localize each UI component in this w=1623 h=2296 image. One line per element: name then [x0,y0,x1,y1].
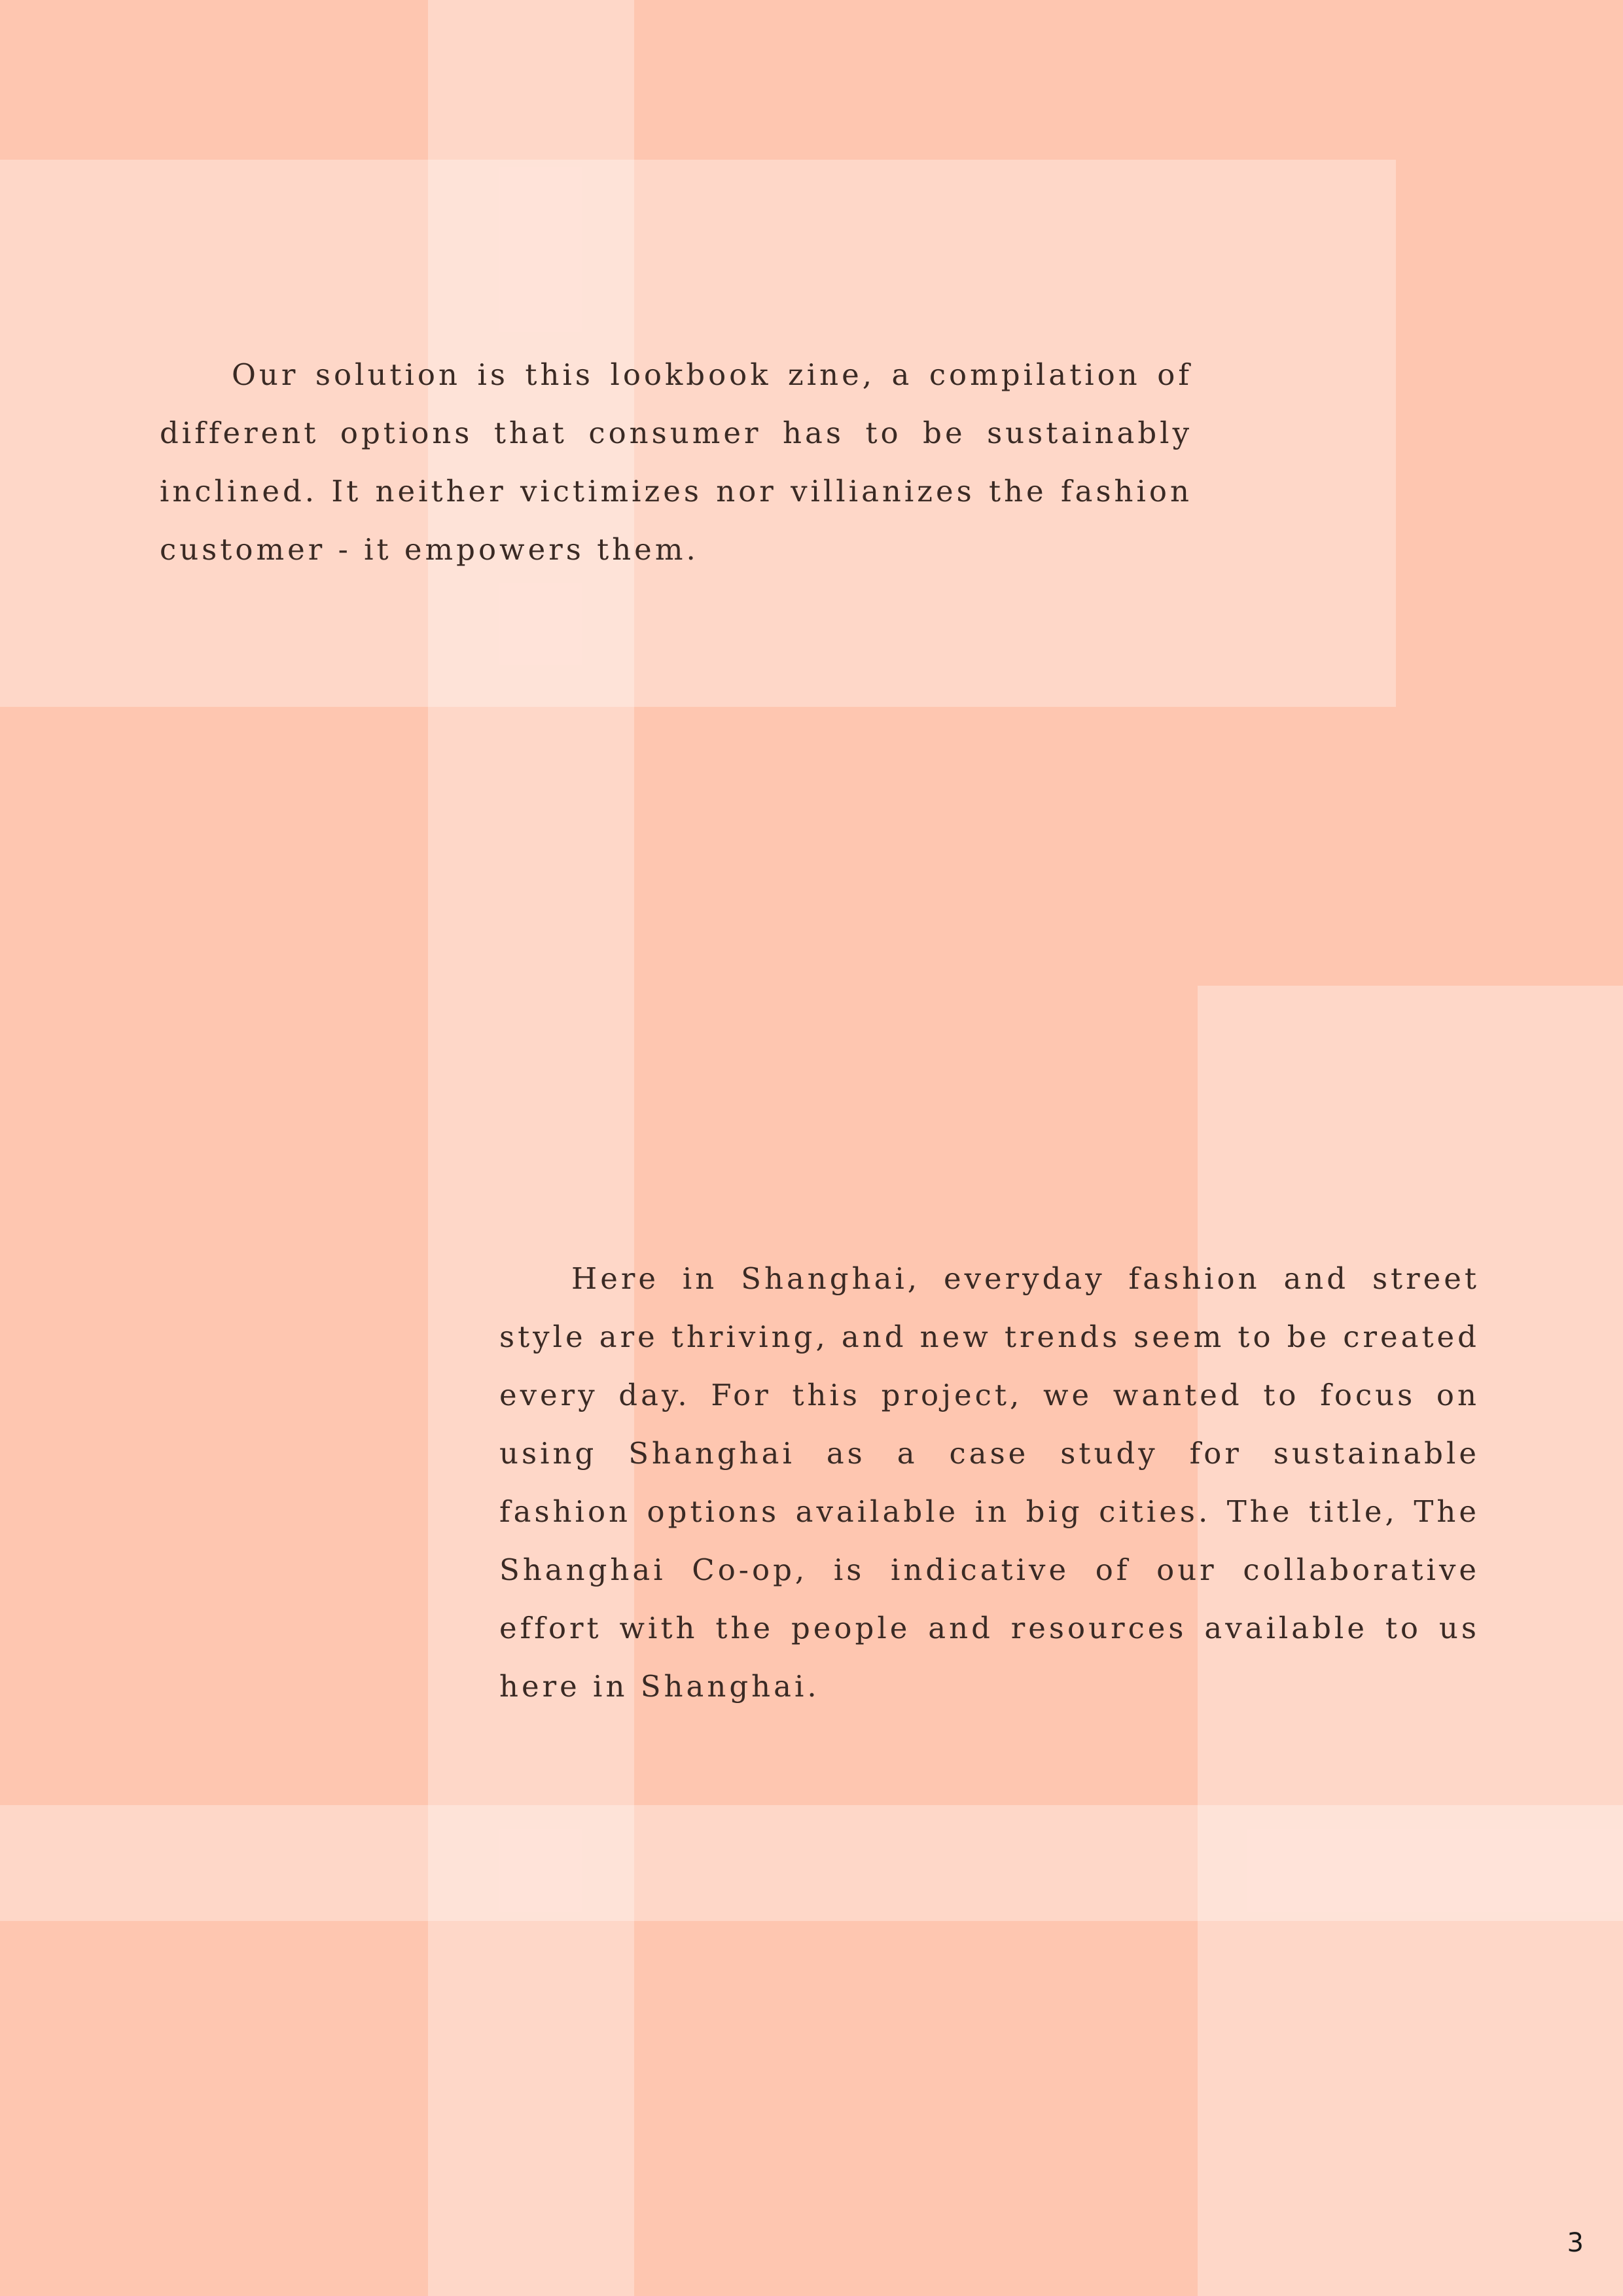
decorative-band-horizontal [0,1805,1623,1921]
page-number: 3 [1567,2228,1584,2258]
shanghai-context-paragraph: Here in Shanghai, everyday fashion and street style are thriving, and new trends seem to be created every day. For this project, we wanted to focus on using Shanghai as a case study for sustainable fashion options available in big cities. The title, The Shanghai Co-op, is indicative of our collaborative effort with the people and resources available to us here in Shanghai. [499,1261,1480,1704]
intro-paragraph: Our solution is this lookbook zine, a compilation of different options that consumer has to be sustainably inclined. It neither victimizes nor villianizes the fashion customer - it empowers them. [160,357,1192,567]
